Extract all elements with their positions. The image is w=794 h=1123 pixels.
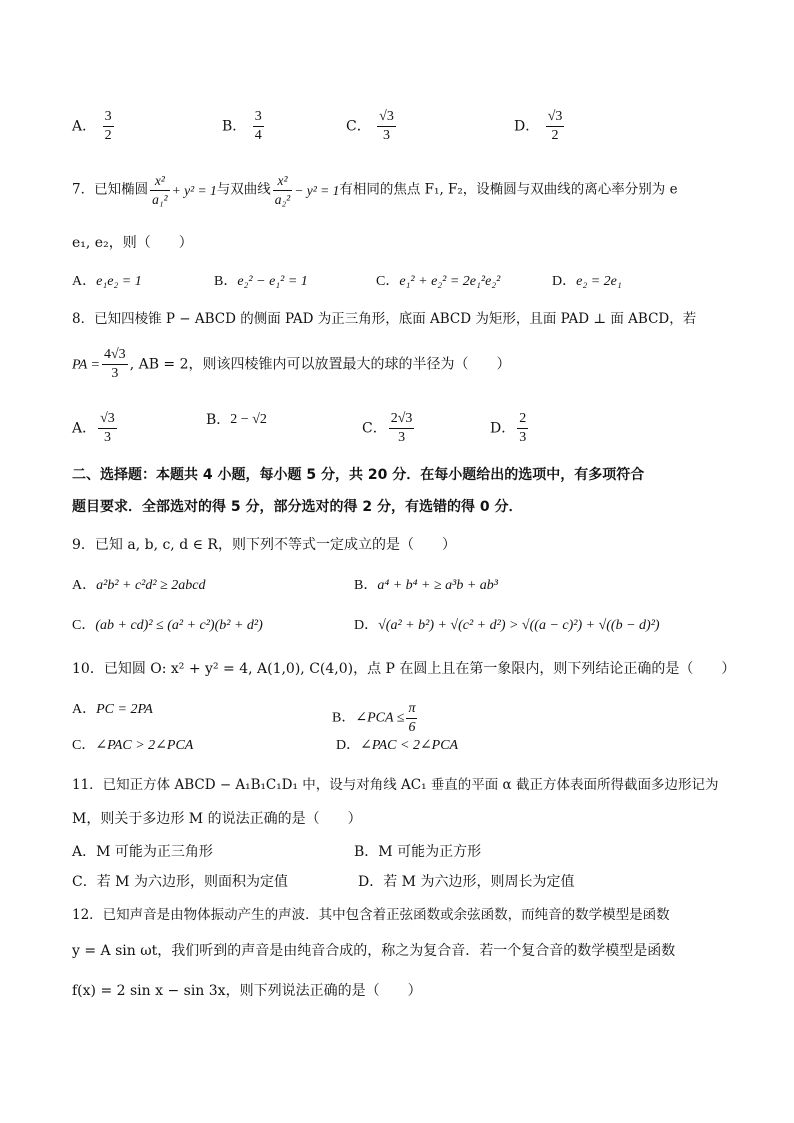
fraction: $\frac{2√3}{3}$ bbox=[390, 411, 413, 445]
q7-stem-line2: e₁, e₂，则（ ） bbox=[72, 235, 193, 251]
q9-stem: 9．已知 a, b, c, d ∈ R，则下列不等式一定成立的是（ ） bbox=[72, 537, 456, 553]
q11-stem-line1: 11．已知正方体 ABCD − A₁B₁C₁D₁ 中，设与对角线 AC₁ 垂直的平面 α 截正方体表面所得截面多边形记为 bbox=[72, 777, 719, 793]
q9-option-d: D．√(a² + b²) + √(c² + d²) > √((a − c)²) + √((b − d)²) bbox=[354, 618, 660, 633]
q10-option-a: A．PC = 2PA bbox=[72, 702, 153, 717]
q10-stem: 10．已知圆 O: x² + y² = 4, A(1,0), C(4,0)，点 P 在圆上且在第一象限内，则下列结论正确的是（ ） bbox=[72, 661, 736, 677]
section2-heading-line2: 题目要求．全部选对的得 5 分，部分选对的得 2 分，有选错的得 0 分． bbox=[72, 499, 523, 515]
section2-heading-line1: 二、选择题：本题共 4 小题，每小题 5 分，共 20 分．在每小题给出的选项中，有多项符合 bbox=[72, 467, 645, 483]
fraction: $\frac{4√3}{3}$ bbox=[104, 347, 126, 381]
q11-option-a: A．M 可能为正三角形 bbox=[72, 844, 213, 860]
q12-stem-line3: f(x) = 2 sin x − sin 3x，则下列说法正确的是（ ） bbox=[72, 983, 422, 999]
q10-options-row1 bbox=[0, 700, 794, 740]
q8-option-a: A． $\frac{√3}{3}$ bbox=[72, 411, 115, 445]
q9-option-b: B．a⁴ + b⁴ + ≥ a³b + ab³ bbox=[354, 578, 498, 593]
q7-option-b: B．e₂² − e₁² = 1 bbox=[214, 274, 308, 289]
q7-options bbox=[0, 272, 794, 312]
q9-option-a: A．a²b² + c²d² ≥ 2abcd bbox=[72, 578, 206, 593]
fraction: $\frac{3}{4}$ bbox=[254, 109, 262, 143]
q6-option-d: D． $\frac{√3}{2}$ bbox=[514, 109, 563, 143]
q8-option-d: D． $\frac{2}{3}$ bbox=[490, 411, 527, 445]
q11-option-c: C．若 M 为六边形，则面积为定值 bbox=[72, 874, 288, 890]
q8-stem-line2: PA = $\frac{4√3}{3}$ , AB = 2，则该四棱锥内可以放置最大的球的半径为（ ） bbox=[72, 347, 511, 381]
q6-options bbox=[0, 108, 794, 148]
q12-stem-line2: y = A sin ωt，我们听到的声音是由纯音合成的，称之为复合音．若一个复合音的数学模型是函数 bbox=[72, 943, 676, 959]
q8-option-b: B．2 − √2 bbox=[206, 412, 267, 428]
q8-options bbox=[0, 410, 794, 450]
q10-option-d: D．∠PAC < 2∠PCA bbox=[336, 738, 459, 753]
q8-stem-line1: 8．已知四棱锥 P − ABCD 的侧面 PAD 为正三角形，底面 ABCD 为矩形，且面 PAD ⊥ 面 ABCD，若 bbox=[72, 311, 697, 327]
q10-option-c: C．∠PAC > 2∠PCA bbox=[72, 738, 194, 753]
q7-option-a: A．e₁e₂ = 1 bbox=[72, 274, 142, 289]
fraction: $\frac{\text{x²}}{\text{a₁²}}$ bbox=[152, 173, 168, 207]
fraction: $\frac{\text{x²}}{\text{a₂²}}$ bbox=[274, 173, 291, 207]
q10-option-b: B．∠PCA ≤ $\frac{\pi}{6}$ bbox=[332, 701, 416, 735]
q12-stem-line1: 12．已知声音是由物体振动产生的声波．其中包含着正弦函数或余弦函数，而纯音的数学模型是函数 bbox=[72, 907, 670, 923]
q11-stem-line2: M，则关于多边形 M 的说法正确的是（ ） bbox=[72, 811, 362, 827]
fraction: $\frac{\pi}{6}$ bbox=[408, 701, 416, 735]
q6-option-b: B． $\frac{3}{4}$ bbox=[222, 109, 262, 143]
q7-option-d: D．e₂ = 2e₁ bbox=[552, 274, 622, 289]
q10-options-row2 bbox=[0, 736, 794, 776]
fraction: $\frac{√3}{3}$ bbox=[379, 109, 394, 143]
fraction: $\frac{3}{2}$ bbox=[104, 109, 112, 143]
fraction: $\frac{√3}{3}$ bbox=[100, 411, 115, 445]
q7-stem-line1: 7．已知椭圆 $\frac{\text{x²}}{\text{a₁²}}$ + y² = 1与双曲线 $\frac{\text{x²}}{\text{a₂²}}$ − y² = 1有相同的焦点 F₁, F₂，设椭圆与双曲线的离心率分别为 e bbox=[72, 173, 678, 207]
q11-option-b: B．M 可能为正方形 bbox=[354, 844, 482, 860]
q6-option-c: C． $\frac{√3}{3}$ bbox=[346, 109, 394, 143]
fraction: $\frac{√3}{2}$ bbox=[547, 109, 563, 143]
q11-option-d: D．若 M 为六边形，则周长为定值 bbox=[358, 874, 575, 890]
q9-options-row1 bbox=[0, 576, 794, 616]
q8-option-c: C． $\frac{2√3}{3}$ bbox=[362, 411, 413, 445]
fraction: $\frac{2}{3}$ bbox=[519, 411, 527, 445]
q7-option-c: C．e₁² + e₂² = 2e₁²e₂² bbox=[376, 274, 501, 289]
q6-option-a: A． $\frac{3}{2}$ bbox=[72, 109, 112, 143]
q9-options-row2 bbox=[0, 616, 794, 656]
q9-option-c: C．(ab + cd)² ≤ (a² + c²)(b² + d²) bbox=[72, 618, 263, 633]
